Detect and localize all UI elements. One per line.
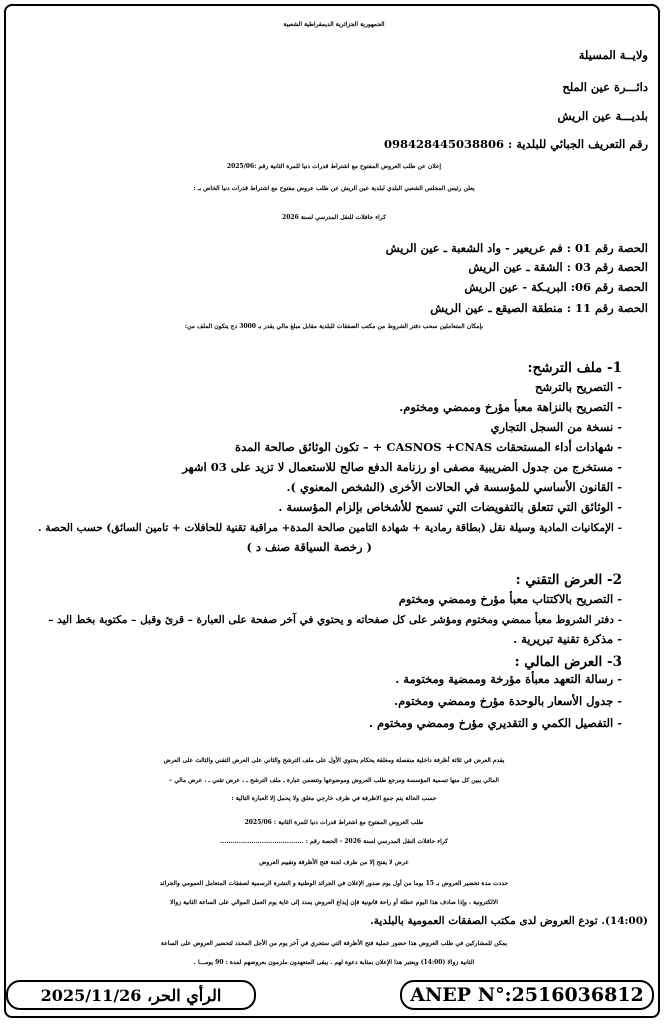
envelope-paragraph: حسب الحالة يتم جمع الاظرفة في ظرف خارجي مغلق ولا يحمل إلا العبارة التالية : xyxy=(231,795,437,802)
anep-number-badge: ANEP N°:2516036812 xyxy=(400,980,654,1010)
section3-item: - رسالة التعهد معبأة مؤرخة وممضية ومختومة . xyxy=(395,672,622,686)
envelope-label: طلب العروض المفتوح مع اشتراط قدرات دنيا للمرة الثانية : 2025/06 xyxy=(244,819,424,826)
announcement-intro: يعلن رئيس المجلس الشعبي البلدي لبلدية عين الريش عن طلب عروض مفتوح مع اشتراط قدرات دنيا الخاص بـ : xyxy=(193,185,475,192)
deadline-text: الالكترونية ، وإذا صادف هذا اليوم عطلة أو راحة قانونية فإن إيداع العروض يمدد إلى غاية يوم العمل الموالي على الساعة الثانية زوالا xyxy=(170,899,498,906)
section1-item: - الوثائق التي تتعلق بالتفويضات التي تسمح للأشخاص بإلزام المؤسسة . xyxy=(278,500,622,514)
section1-item: - القانون الأساسي للمؤسسة في الحالات الأخرى (الشخص المعنوي ). xyxy=(286,480,622,494)
deadline-text: حددت مدة تحضير العروض بـ 15 يوما من أول يوم صدور الإعلان في الجرائد الوطنية و النشرة الرسمية لصفقات المتعامل العمومي والجرائد xyxy=(159,880,509,887)
wilaya-line: ولايــة المسيلة xyxy=(578,48,648,62)
envelope-label: كراء حافلات النقل المدرسي لسنة 2026 - الحصة رقم : ........................................ xyxy=(220,838,448,845)
lot-line: الحصة رقم 06: البريـكة - عين الريش xyxy=(464,280,648,294)
newspaper-date-badge: الرأي الحر، 2025/11/26 xyxy=(6,980,256,1010)
section1-item: ( رخصة السياقة صنف د ) xyxy=(246,540,372,554)
section1-item: - مستخرج من جدول الضريبية مصفى او رزنامة الدفع صالح للاستعمال لا تزيد على 03 اشهر xyxy=(182,460,622,474)
section2-item: - مذكرة تقنية تبريرية . xyxy=(513,632,622,646)
envelope-paragraph: يقدم العرض في ثلاثة أظرفة داخلية منفصلة ومغلقة يحكام يحتوي الأول على ملف الترشح والثاني على العرض التقني والثالث على العرض xyxy=(163,757,505,764)
lot-line: الحصة رقم 01 : فم عريعير - واد الشعبة ـ عين الريش xyxy=(385,241,648,255)
section1-item: - نسخة من السجل التجاري xyxy=(490,420,622,434)
section1-item: - التصريح بالترشح xyxy=(535,380,622,394)
announcement-title: إعلان عن طلب العروض المفتوح مع اشتراط قدرات دنيا للمرة الثانية رقم :2025/06 xyxy=(226,163,442,170)
section2-title: 2- العرض التقني : xyxy=(515,572,622,588)
deadline-text: يمكن للمشاركين في طلب العروض هذا حضور عملية فتح الأظرفة التي ستجري في آخر يوم من الأجل المحدد لتحضير العروض على الساعة xyxy=(160,940,508,947)
deadline-text: (14:00). تودع العروض لدى مكتب الصفقات العمومية بالبلدية. xyxy=(370,915,648,927)
daira-line: دائـــرة عين الملح xyxy=(562,80,648,94)
lot-line: الحصة رقم 11 : منطقة الصيقع ـ عين الريش xyxy=(430,301,648,315)
section2-item: - دفتر الشروط معبأ ممضي ومختوم ومؤشر على كل صفحاته و يحتوي في آخر صفحة على العبارة – قرئ وقبل – مكتوبة بخط اليد – xyxy=(48,614,622,626)
withdraw-notice: بإمكان المتعاملين سحب دفتر الشروط من مكتب الصفقات للبلدية مقابل مبلغ مالي يقدر بـ 3000 دج يتكون الملف من: xyxy=(184,323,484,330)
announcement-subject: كراء حافلات للنقل المدرسي لسنة 2026 xyxy=(282,214,386,221)
deadline-text: الثانية زوالا (14:00) ويعتبر هذا الإعلان بمثابة دعوة لهم . يبقى المتعهدون ملزمون بعروضهم لمدة : 90 يومـــا . xyxy=(193,959,475,966)
baladia-line: بلديـــة عين الريش xyxy=(557,109,648,123)
announcement-frame xyxy=(4,4,660,1018)
section1-item: - شهادات أداء المستحقات CASNOS +CNAS + – تكون الوثائق صالحة المدة xyxy=(235,440,622,454)
republic-header: الجمهورية الجزائرية الديمقراطية الشعبية xyxy=(283,21,385,28)
document-body xyxy=(6,6,662,1020)
envelope-label: عرض لا يفتح إلا من طرف لجنة فتح الأظرفة وتقييم العروض xyxy=(259,859,409,866)
tax-id-line: رقم التعريف الجبائي للبلدية : 098428445038806 xyxy=(383,137,648,151)
section1-item: - التصريح بالنزاهة معبأ مؤرخ وممضي ومختوم. xyxy=(399,400,622,414)
lot-line: الحصة رقم 03 : الشقة ـ عين الريش xyxy=(468,260,648,274)
section3-title: 3- العرض المالي : xyxy=(514,654,622,670)
section2-item: - التصريح بالاكتتاب معبأ مؤرخ وممضي ومختوم xyxy=(398,592,622,606)
section3-item: - جدول الأسعار بالوحدة مؤرخ وممضي ومختوم. xyxy=(394,694,622,708)
envelope-paragraph: المالي يبين كل منها تسمية المؤسسة ومرجع طلب العروض وموضوعها وتتضمن عبارة ـ ملف الترشح ـ ، عرض تقني ـ ، عرض مالي – xyxy=(169,777,499,784)
section1-item: - الإمكانيات المادية وسيلة نقل (بطاقة رمادية + شهادة التامين صالحة المدة+ مراقبة تقنية للحافلات + تامين السائق) حسب الحصة . xyxy=(37,522,622,534)
section1-title: 1- ملف الترشح: xyxy=(527,360,622,376)
section3-item: - التفصيل الكمي و التقديري مؤرخ وممضي ومختوم . xyxy=(368,716,622,730)
